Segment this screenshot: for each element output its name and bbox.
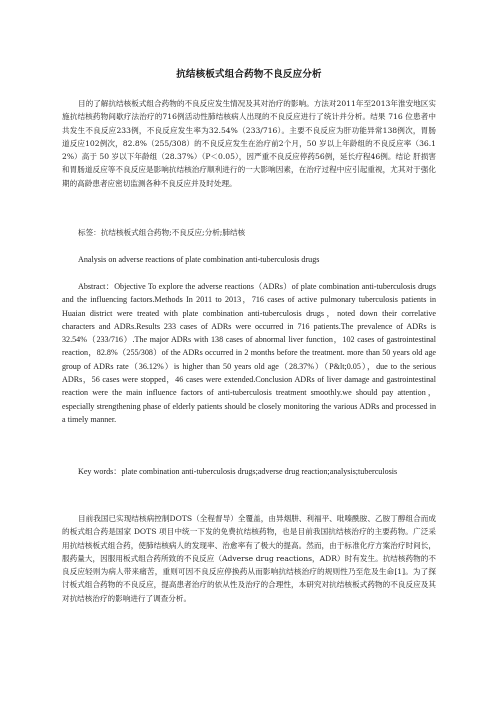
abstract-english: Abstract：Objective To explore the adverse reactions（ADRs）of plate combination anti-tuberculosis drugs and the influencing factors.Methods In 2011 to 2013，716 cases of active pulmonary tuberculosis patients in Huaian district were treated with plate combination anti-tuberculosis drugs，noted down their correlative characters and ADRs.Results 233 cases of ADRs were occurred in 716 patients.The prevalence of ADRs is 32.54%（233/716）.The major ADRs with 138 cases of abnormal liver function，102 cases of gastrointestinal reaction，82.8%（255/308）of the ADRs occurred in 2 months before the treatment. more than 50 years old age group of ADRs rate（36.12%）is higher than 50 years old age（28.37%）（P&lt;0.05），due to the serious ADRs，56 cases were stopped，46 cases were extended.Conclusion ADRs of liver damage and gastrointestinal reaction were the main influence factors of anti-tuberculosis treatment smoothly.we should pay attention，especially strengthening phase of elderly patients should be closely monitoring the various ADRs and processed in a timely manner. [62, 282, 436, 424]
abstract-chinese: 目的了解抗结核板式组合药物的不良反应发生情况及其对治疗的影响。方法对2011年至2013年淮安地区实施抗结核药物间歇疗法治疗的716例活动性肺结核病人出现的不良反应进行了统计并分析。结果 716 位患者中共发生不良反应233例，不良反应发生率为32.54%（233/716）。主要不良反应为肝功能异常138例次，胃肠道反应102例次，82.8%（255/308）的不良反应发生在治疗前2个月，50 岁以上年龄组的不良反应率（36.12%）高于 50 岁以下年龄组（28.37%）（P＜0.05），因严重不良反应停药56例，延长疗程46例。结论 肝损害和胃肠道反应等不良反应是影响抗结核治疗顺利进行的一大影响因素，在治疗过程中应引起重视，尤其对于强化期的高龄患者应密切监测各种不良反应并及时处理。 [62, 99, 436, 188]
keywords-english: Key words：plate combination anti-tuberculosis drugs;adverse drug reaction;analysis;tuberculosis [78, 467, 398, 476]
keywords-chinese: 标签：抗结核板式组合药物;不良反应;分析;肺结核 [78, 228, 246, 237]
english-title: Analysis on adverse reactions of plate combination anti-tuberculosis drugs [78, 255, 320, 264]
document-title: 抗结核板式组合药物不良反应分析 [176, 69, 322, 80]
body-paragraph: 目前我国已实现结核病控制DOTS（全程督导）全覆盖，由异烟肼、利福平、吡嗪酰胺、乙胺丁醇组合而成的板式组合药是国家 DOTS 项目中统一下发的免费抗结核药物，也是目前我国抗结核治疗的主要药物。广泛采用抗结核板式组合药，使肺结核病人的发现率、治愈率有了极大的提高。然而，由于标准化疗方案治疗时间长，服药量大，因服用板式组合药所致的不良反应（Adverse drug reactions，ADR）时有发生。抗结核药物的不良反应轻则为病人带来痛苦，重则可因不良反应停换药从而影响抗结核治疗的规则性乃至危及生命[1]。为了探讨板式组合药物的不良反应，提高患者治疗的依从性及治疗的合理性，本研究对抗结核板式药物的不良反应及其对抗结核治疗的影响进行了调查分析。 [62, 514, 437, 603]
